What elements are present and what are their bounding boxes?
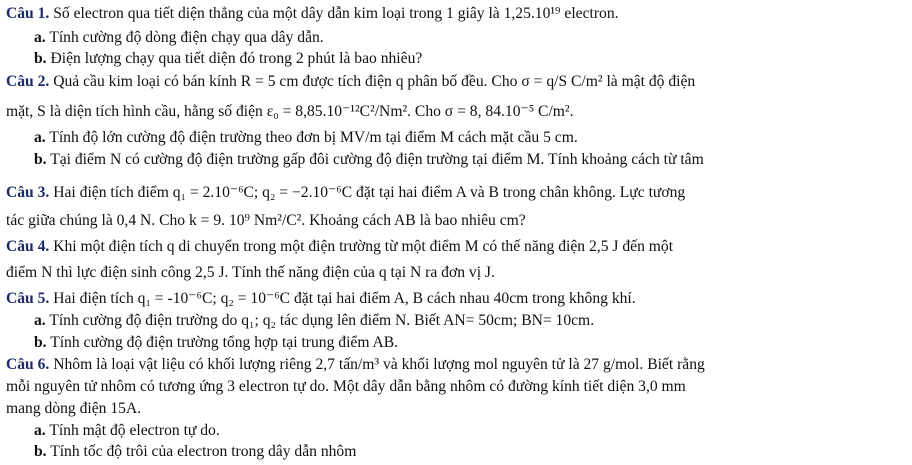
subpart-label: a. [34, 129, 46, 146]
continuation-text: tác giữa chúng là 0,4 N. Cho k = 9. 10⁹ Nm²/C². Khoảng cách AB là bao nhiêu cm? [6, 212, 526, 229]
question-text: Quả cầu kim loại có bán kính R = 5 cm được tích điện q phân bố đều. Cho σ = q/S C/m² là mật độ điện [53, 73, 696, 90]
subpart-text: Tính mật độ electron tự do. [49, 422, 220, 439]
subpart-text: Tính cường độ dòng điện chạy qua dây dẫn. [49, 29, 324, 46]
subpart-text: Tính độ lớn cường độ điện trường theo đơn bị MV/m tại điểm M cách mặt cầu 5 cm. [49, 129, 578, 146]
continuation-text: điểm N thì lực điện sinh công 2,5 J. Tính thế năng điện của q tại N ra đơn vị J. [6, 264, 495, 281]
question-label: Câu 1. [6, 5, 50, 22]
question-6-line [6, 355, 705, 375]
question-5a-line [34, 311, 594, 331]
subpart-label: b. [34, 50, 47, 67]
question-1-line [6, 4, 619, 24]
question-label: Câu 2. [6, 73, 50, 90]
question-2b-line [34, 150, 704, 170]
question-1b-line [34, 49, 422, 69]
question-4-line [6, 237, 673, 257]
question-2a-line [34, 128, 578, 148]
subpart-label: a. [34, 422, 46, 439]
subpart-label: a. [34, 29, 46, 46]
question-6-continuation [6, 377, 686, 397]
continuation-text: mang dòng điện 15A. [6, 400, 142, 417]
subpart-label: a. [34, 312, 46, 329]
question-text: Khi một điện tích q di chuyển trong một điện trường từ một điểm M có thế năng điện 2,5 J đến một [53, 238, 674, 255]
question-2-continuation [6, 102, 574, 122]
question-text: Hai điện tích điểm q₁ = 2.10⁻⁶C; q₂ = −2.10⁻⁶C đặt tại hai điểm A và B trong chân không. Lực tương [53, 184, 686, 201]
question-text: Hai điện tích q₁ = -10⁻⁶C; q₂ = 10⁻⁶C đặt tại hai điểm A, B cách nhau 40cm trong không khí. [53, 290, 636, 307]
question-5b-line [34, 333, 398, 353]
subpart-label: b. [34, 443, 47, 460]
question-4-continuation [6, 263, 495, 283]
question-label: Câu 3. [6, 184, 50, 201]
question-6-continuation [6, 399, 141, 419]
question-text: Số electron qua tiết diện thẳng của một dây dẫn kim loại trong 1 giây là 1,25.10¹⁹ electron. [53, 5, 619, 22]
continuation-text: mặt, S là diện tích hình cầu, hằng số điện ε₀ = 8,85.10⁻¹²C²/Nm². Cho σ = 8, 84.10⁻⁵ C/m². [6, 103, 574, 120]
question-label: Câu 6. [6, 356, 50, 373]
question-2-line [6, 72, 695, 92]
question-5-line [6, 289, 636, 309]
question-3-continuation [6, 211, 526, 231]
subpart-label: b. [34, 151, 47, 168]
question-6a-line [34, 421, 220, 441]
question-1a-line [34, 28, 324, 48]
question-3-line [6, 183, 685, 203]
subpart-text: Tại điểm N có cường độ điện trường gấp đôi cường độ điện trường tại điểm M. Tính khoảng cách từ tâm [50, 151, 704, 168]
subpart-label: b. [34, 334, 47, 351]
subpart-text: Tính cường độ điện trường tổng hợp tại trung điểm AB. [50, 334, 399, 351]
subpart-text: Tính tốc độ trôi của electron trong dây dẫn nhôm [50, 443, 357, 460]
continuation-text: mỗi nguyên tử nhôm có tương ứng 3 electron tự do. Một dây dẫn bằng nhôm có đường kính tiết diện 3,0 mm [6, 378, 686, 395]
question-label: Câu 4. [6, 238, 50, 255]
question-text: Nhôm là loại vật liệu có khối lượng riêng 2,7 tấn/m³ và khối lượng mol nguyên tử là 27 g/mol. Biết rằng [53, 356, 705, 373]
subpart-text: Điện lượng chạy qua tiết diện đó trong 2 phút là bao nhiêu? [50, 50, 423, 67]
subpart-text: Tính cường độ điện trường do q₁; q₂ tác dụng lên điểm N. Biết AN= 50cm; BN= 10cm. [49, 312, 595, 329]
question-label: Câu 5. [6, 290, 50, 307]
question-6b-line [34, 442, 356, 462]
